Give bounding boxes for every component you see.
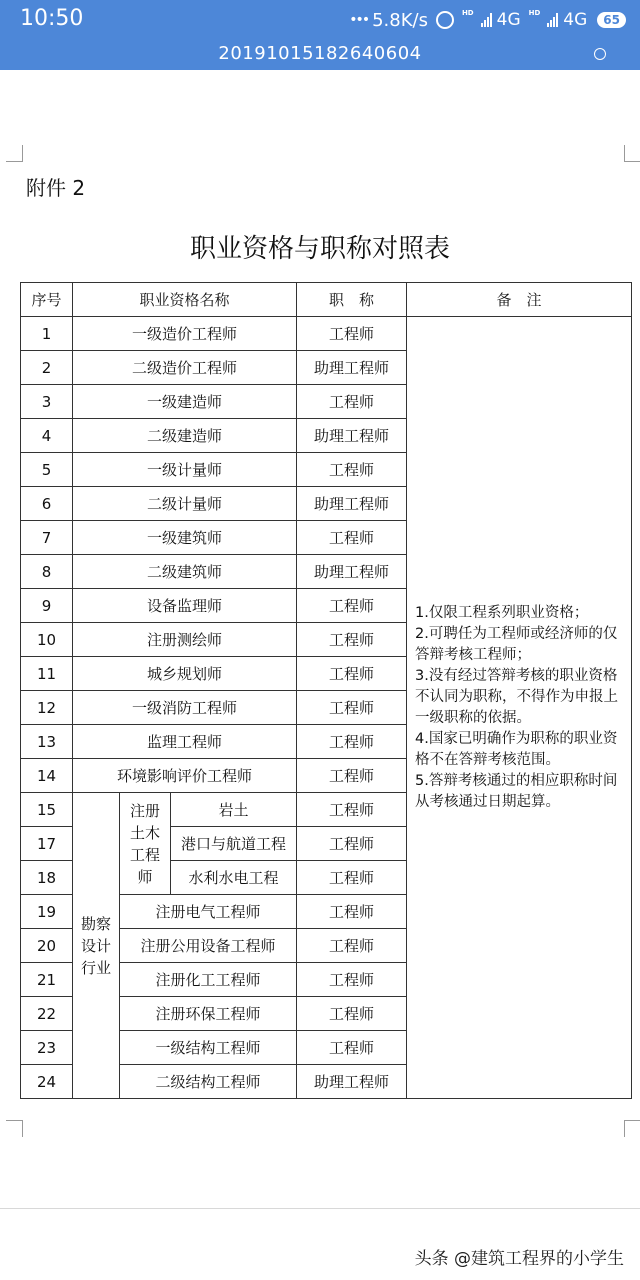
table-header-row — [21, 283, 632, 317]
qualification-name: 监理工程师 — [73, 725, 297, 759]
professional-title: 工程师 — [297, 589, 407, 623]
page-corner-mark — [6, 1120, 23, 1137]
professional-title: 工程师 — [297, 895, 407, 929]
qualification-name: 一级建造师 — [73, 385, 297, 419]
group-label-line: 行业 — [80, 958, 111, 977]
page-corner-mark — [624, 145, 640, 162]
group-label-line: 设计 — [80, 936, 111, 955]
header-qualification: 职业资格名称 — [73, 283, 297, 317]
row-number: 18 — [21, 861, 73, 895]
header-title: 职 称 — [297, 283, 407, 317]
qualification-name: 一级结构工程师 — [120, 1031, 297, 1065]
page-separator — [0, 1208, 640, 1209]
professional-title: 工程师 — [297, 861, 407, 895]
qualification-name: 二级建筑师 — [73, 555, 297, 589]
clock: 10:50 — [20, 6, 84, 31]
signal-icon-2 — [547, 13, 559, 27]
professional-title: 工程师 — [297, 929, 407, 963]
row-number: 13 — [21, 725, 73, 759]
row-number: 21 — [21, 963, 73, 997]
signal-icon — [481, 13, 493, 27]
page-corner-mark — [6, 145, 23, 162]
row-number: 14 — [21, 759, 73, 793]
row-number: 22 — [21, 997, 73, 1031]
professional-title: 工程师 — [297, 385, 407, 419]
professional-title: 工程师 — [297, 1031, 407, 1065]
row-number: 2 — [21, 351, 73, 385]
qualification-name: 二级结构工程师 — [120, 1065, 297, 1099]
table-row — [21, 317, 632, 351]
qualification-name: 一级消防工程师 — [73, 691, 297, 725]
professional-title: 工程师 — [297, 963, 407, 997]
remarks-cell: 1.仅限工程系列职业资格； 2.可聘任为工程师或经济师的仅答辩考核工程师； 3.没有经过答辩考核的职业资格不认同为职称，不得作为申报上一级职称的依据。 4.国家已明确作为职称的职业资格不在答辩考核范围。 5.答辩考核通过的相应职称时间从考核通过日期起算。 — [407, 317, 632, 1099]
qualification-name: 港口与航道工程 — [171, 827, 297, 861]
header-remarks: 备 注 — [407, 283, 632, 317]
qualification-name: 注册电气工程师 — [120, 895, 297, 929]
row-number: 10 — [21, 623, 73, 657]
group-label-line: 注册 — [129, 801, 160, 820]
qualification-name: 二级建造师 — [73, 419, 297, 453]
qualification-name: 城乡规划师 — [73, 657, 297, 691]
row-number: 5 — [21, 453, 73, 487]
subgroup-label — [120, 793, 171, 895]
watermark-text: 头条 @建筑工程界的小学生 — [414, 1249, 624, 1269]
professional-title: 工程师 — [297, 793, 407, 827]
professional-title: 助理工程师 — [297, 555, 407, 589]
qualification-name: 注册公用设备工程师 — [120, 929, 297, 963]
professional-title: 工程师 — [297, 759, 407, 793]
professional-title: 助理工程师 — [297, 1065, 407, 1099]
sim2-network: 4G — [563, 10, 588, 30]
professional-title: 助理工程师 — [297, 351, 407, 385]
more-dots-icon: ••• — [349, 12, 369, 28]
network-speed: 5.8K/s — [372, 9, 428, 31]
group-label — [73, 793, 120, 1099]
professional-title: 工程师 — [297, 521, 407, 555]
professional-title: 助理工程师 — [297, 487, 407, 521]
qualification-name: 注册环保工程师 — [120, 997, 297, 1031]
alarm-icon — [436, 11, 454, 29]
qualification-name: 岩土 — [171, 793, 297, 827]
qualification-name: 注册化工工程师 — [120, 963, 297, 997]
row-number: 15 — [21, 793, 73, 827]
row-number: 8 — [21, 555, 73, 589]
qualification-name: 水利水电工程 — [171, 861, 297, 895]
professional-title: 工程师 — [297, 691, 407, 725]
row-number: 24 — [21, 1065, 73, 1099]
attachment-label: 附件 2 — [26, 176, 86, 200]
row-number: 7 — [21, 521, 73, 555]
professional-title: 工程师 — [297, 623, 407, 657]
row-number: 19 — [21, 895, 73, 929]
share-icon[interactable] — [594, 48, 606, 60]
table-title: 职业资格与职称对照表 — [189, 234, 450, 264]
qualification-name: 环境影响评价工程师 — [73, 759, 297, 793]
sim1-network: 4G — [496, 10, 521, 30]
row-number: 3 — [21, 385, 73, 419]
professional-title: 助理工程师 — [297, 419, 407, 453]
row-number: 20 — [21, 929, 73, 963]
header-no: 序号 — [21, 283, 73, 317]
qualification-name: 一级建筑师 — [73, 521, 297, 555]
group-label-line: 师 — [137, 867, 153, 886]
status-bar — [0, 0, 640, 40]
document-file-name: 20191015182640604 — [218, 43, 422, 64]
professional-title: 工程师 — [297, 317, 407, 351]
page-corner-mark — [624, 1120, 640, 1137]
row-number: 4 — [21, 419, 73, 453]
qualification-name: 一级造价工程师 — [73, 317, 297, 351]
professional-title: 工程师 — [297, 827, 407, 861]
row-number: 9 — [21, 589, 73, 623]
row-number: 6 — [21, 487, 73, 521]
row-number: 11 — [21, 657, 73, 691]
row-number: 1 — [21, 317, 73, 351]
document-title-bar — [0, 40, 640, 70]
group-label-line: 土木 — [129, 823, 160, 842]
row-number: 17 — [21, 827, 73, 861]
qualification-name: 二级造价工程师 — [73, 351, 297, 385]
qualification-name: 注册测绘师 — [73, 623, 297, 657]
professional-title: 工程师 — [297, 657, 407, 691]
hd-label-2: HD — [528, 9, 541, 17]
qualification-name: 一级计量师 — [73, 453, 297, 487]
row-number: 12 — [21, 691, 73, 725]
professional-title: 工程师 — [297, 997, 407, 1031]
professional-title: 工程师 — [297, 453, 407, 487]
qualification-name: 设备监理师 — [73, 589, 297, 623]
qualification-table — [20, 282, 632, 1099]
group-label-line: 勘察 — [80, 914, 111, 933]
qualification-name: 二级计量师 — [73, 487, 297, 521]
row-number: 23 — [21, 1031, 73, 1065]
group-label-line: 工程 — [129, 845, 160, 864]
battery-icon: 65 — [597, 12, 626, 28]
hd-label: HD — [461, 9, 474, 17]
professional-title: 工程师 — [297, 725, 407, 759]
status-icons — [349, 8, 626, 32]
